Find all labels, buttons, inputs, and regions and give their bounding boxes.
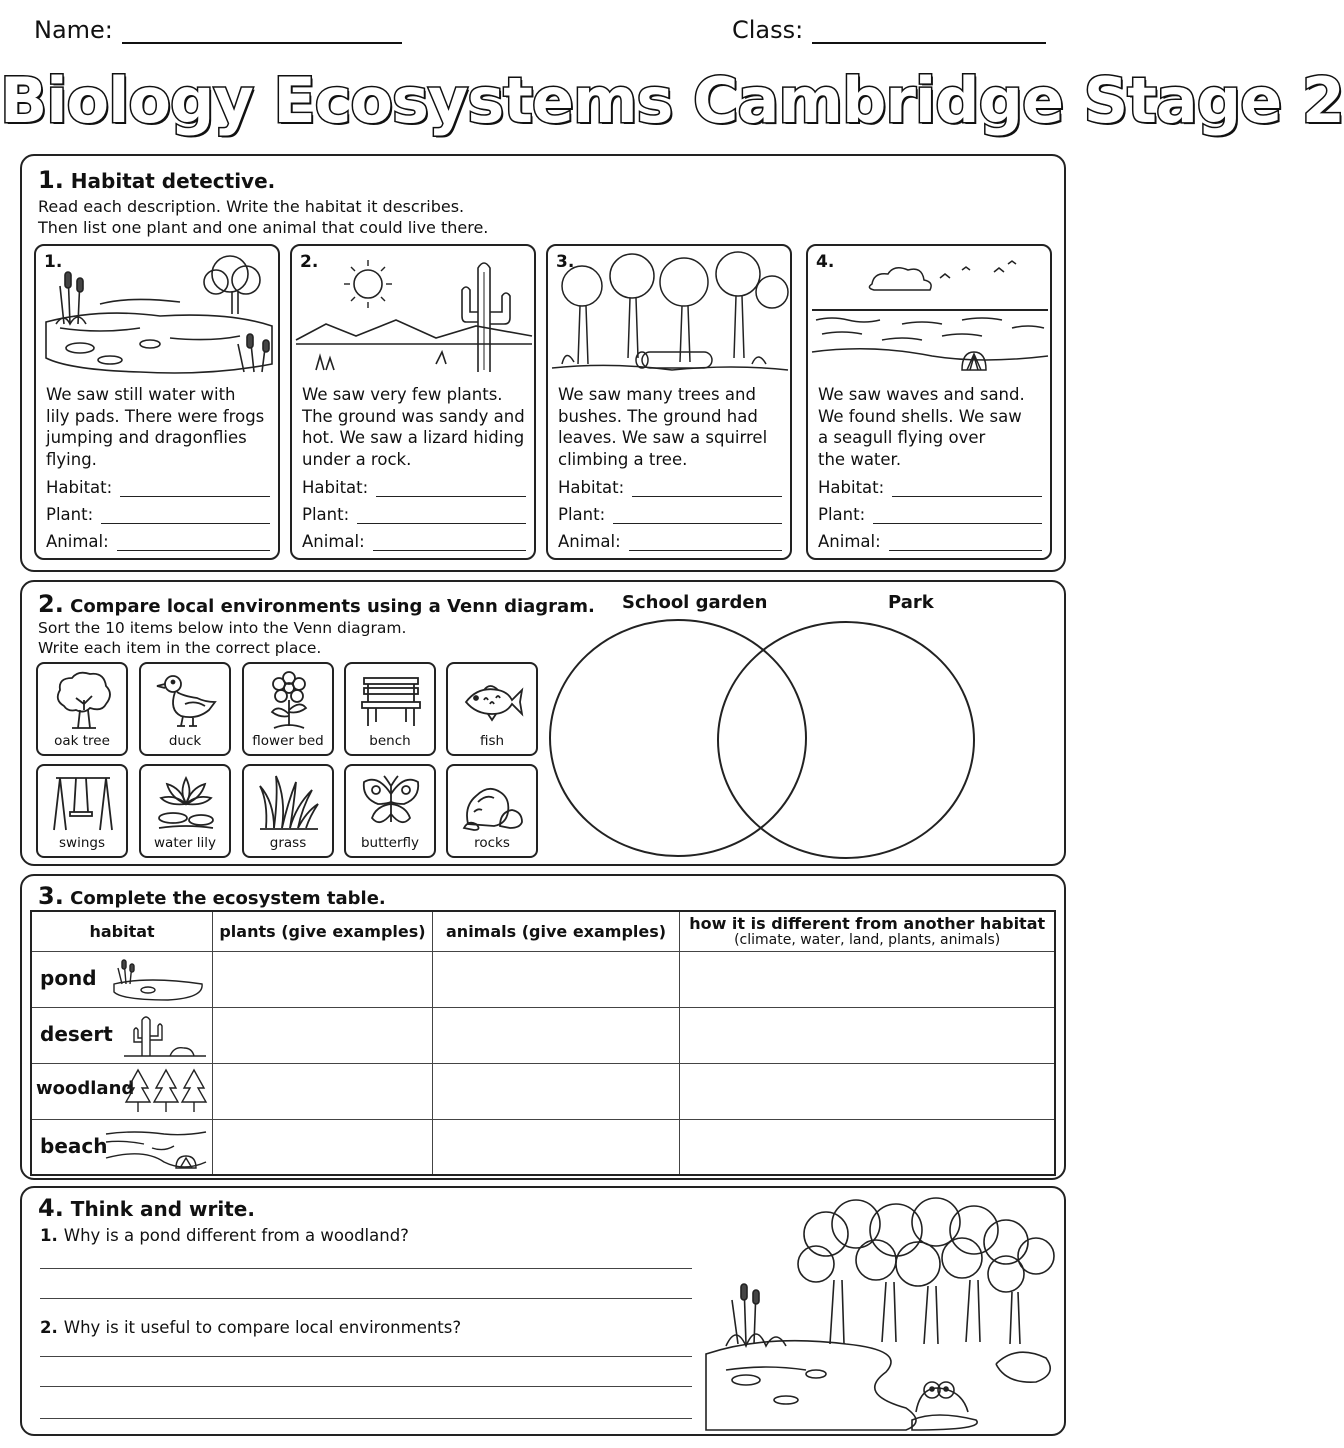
sort-item-bench[interactable] (344, 662, 436, 756)
difference-answer-cell[interactable] (680, 951, 1055, 1007)
card-description-line: leaves. We saw a squirrel (558, 428, 768, 447)
table-row (31, 1063, 1055, 1119)
habitat-field[interactable] (302, 478, 526, 497)
row-habitat-name: woodland (36, 1078, 135, 1099)
section2-heading (38, 590, 595, 618)
desert-icon (122, 1010, 208, 1060)
column-header-animals: animals (give examples) (432, 911, 680, 951)
column-header-difference (680, 911, 1055, 951)
answer-line[interactable] (40, 1268, 692, 1269)
class-label: Class: (732, 16, 804, 44)
sort-item-butterfly[interactable] (344, 764, 436, 858)
plant-label: Plant: (818, 505, 866, 524)
section4-title: Think and write. (70, 1197, 255, 1221)
question-number: 1. (40, 1226, 58, 1245)
ecosystem-table (30, 910, 1056, 1176)
butterfly-icon (358, 772, 424, 834)
section2-instruction-line: Sort the 10 items below into the Venn diagram. (38, 619, 407, 637)
row-habitat-name: pond (40, 966, 97, 990)
pond-woodland-illustration (706, 1194, 1062, 1432)
table-row (31, 1119, 1055, 1175)
oak-tree-icon (50, 670, 116, 732)
answer-line[interactable] (120, 483, 270, 497)
habitat-field[interactable] (46, 478, 270, 497)
animals-answer-cell[interactable] (432, 1063, 680, 1119)
answer-line[interactable] (873, 510, 1042, 524)
card-description-line: flying. (46, 449, 97, 469)
card-description-line: under a rock. (302, 449, 412, 469)
animal-label: Animal: (558, 532, 621, 551)
card-description (558, 384, 788, 470)
animal-label: Animal: (818, 532, 881, 551)
answer-line[interactable] (117, 537, 270, 551)
rocks-icon (460, 772, 526, 834)
section1-instruction-line: Read each description. Write the habitat it describes. (38, 197, 465, 216)
difference-answer-cell[interactable] (680, 1063, 1055, 1119)
animals-answer-cell[interactable] (432, 1007, 680, 1063)
animal-field[interactable] (302, 532, 526, 551)
column-header-habitat: habitat (31, 911, 213, 951)
section-habitat-detective (20, 154, 1066, 572)
section1-instruction-line: Then list one plant and one animal that could live there. (38, 218, 489, 237)
plants-answer-cell[interactable] (213, 951, 433, 1007)
card-description-line: We saw very few plants. (302, 385, 503, 404)
sort-item-water-lily[interactable] (139, 764, 231, 858)
sort-item-rocks[interactable] (446, 764, 538, 858)
section-venn-diagram (20, 580, 1066, 866)
sort-item-label: butterfly (360, 835, 420, 851)
animal-field[interactable] (558, 532, 782, 551)
sort-item-duck[interactable] (139, 662, 231, 756)
question-text: Why is it useful to compare local environments? (63, 1318, 462, 1337)
section1-instructions (38, 196, 488, 238)
table-row (31, 951, 1055, 1007)
name-label: Name: (34, 16, 113, 44)
sort-item-label: swings (59, 835, 105, 851)
animals-answer-cell[interactable] (432, 1119, 680, 1175)
habitat-label: Habitat: (302, 478, 369, 497)
row-habitat-cell (31, 1119, 213, 1175)
card-description (46, 384, 276, 470)
sort-item-grass[interactable] (242, 764, 334, 858)
venn-left-label: School garden (622, 592, 768, 613)
sort-item-label: rocks (474, 835, 510, 851)
flower-icon (256, 670, 322, 732)
sort-item-label: oak tree (54, 733, 110, 749)
habitat-card-3 (546, 244, 792, 560)
answer-line[interactable] (376, 483, 526, 497)
section1-number: 1. (38, 166, 64, 194)
section2-instruction-line: Write each item in the correct place. (38, 639, 322, 657)
answer-line[interactable] (892, 483, 1042, 497)
swings-icon (50, 772, 116, 834)
answer-line[interactable] (373, 537, 526, 551)
question-2 (40, 1318, 461, 1337)
habitat-card-1 (34, 244, 280, 560)
card-description-line: The ground was sandy and (302, 406, 525, 426)
habitat-label: Habitat: (818, 478, 885, 497)
name-field[interactable] (122, 42, 402, 44)
section3-title: Complete the ecosystem table. (70, 888, 386, 909)
card-number: 2. (300, 252, 319, 272)
class-field[interactable] (812, 42, 1046, 44)
sort-item-label: flower bed (252, 733, 324, 749)
sort-item-fish[interactable] (446, 662, 538, 756)
card-description-line: We saw many trees and (558, 385, 756, 404)
card-description-line: We found shells. We saw (818, 406, 1022, 426)
habitat-label: Habitat: (46, 478, 113, 497)
section3-number: 3. (38, 882, 64, 910)
difference-answer-cell[interactable] (680, 1007, 1055, 1063)
grass-icon (256, 772, 322, 834)
row-habitat-name: beach (40, 1133, 108, 1158)
card-number: 1. (44, 252, 63, 272)
plants-answer-cell[interactable] (213, 1007, 433, 1063)
plants-answer-cell[interactable] (213, 1119, 433, 1175)
fish-icon (460, 670, 526, 732)
card-description-line: We saw waves and sand. (818, 385, 1025, 404)
page-title: Biology Ecosystems Cambridge Stage 2 (0, 64, 1344, 137)
sort-item-flower-bed[interactable] (242, 662, 334, 756)
column-header-difference-title: how it is different from another habitat (689, 914, 1046, 934)
beach-scene-icon (812, 252, 1048, 378)
venn-circle-park[interactable] (718, 622, 974, 858)
answer-line[interactable] (357, 510, 526, 524)
animals-answer-cell[interactable] (432, 951, 680, 1007)
woodland-scene-icon (552, 252, 788, 378)
sort-item-label: duck (168, 733, 202, 749)
animal-label: Animal: (46, 532, 109, 551)
animal-field[interactable] (818, 532, 1042, 551)
row-habitat-cell (31, 1007, 213, 1063)
habitat-field[interactable] (818, 478, 1042, 497)
animal-label: Animal: (302, 532, 365, 551)
difference-answer-cell[interactable] (680, 1119, 1055, 1175)
card-number: 3. (556, 252, 575, 272)
section4-heading (38, 1194, 255, 1222)
section1-title: Habitat detective. (70, 169, 276, 193)
column-header-difference-subtitle: (climate, water, land, plants, animals) (734, 932, 1001, 949)
plant-label: Plant: (302, 505, 350, 524)
answer-line[interactable] (40, 1356, 692, 1357)
question-1 (40, 1226, 409, 1245)
beach-icon (104, 1122, 208, 1172)
habitat-card-2 (290, 244, 536, 560)
plant-field[interactable] (558, 505, 782, 524)
answer-line[interactable] (613, 510, 782, 524)
sort-item-label: water lily (154, 835, 216, 851)
question-number: 2. (40, 1318, 58, 1337)
answer-line[interactable] (40, 1386, 692, 1387)
plant-field[interactable] (818, 505, 1042, 524)
section2-instructions (38, 618, 406, 658)
card-description (818, 384, 1048, 470)
section2-title: Compare local environments using a Venn diagram. (70, 596, 595, 617)
row-habitat-cell (31, 951, 213, 1007)
card-description-line: climbing a tree. (558, 449, 688, 469)
row-habitat-cell (31, 1063, 213, 1119)
answer-line[interactable] (632, 483, 782, 497)
bench-icon (358, 670, 424, 732)
row-habitat-name: desert (40, 1022, 113, 1046)
animal-field[interactable] (46, 532, 270, 551)
section-ecosystem-table (20, 874, 1066, 1180)
sort-item-swings[interactable] (36, 764, 128, 858)
habitat-field[interactable] (558, 478, 782, 497)
section4-number: 4. (38, 1194, 64, 1222)
sort-item-label: bench (369, 733, 411, 749)
table-row (31, 1007, 1055, 1063)
plants-answer-cell[interactable] (213, 1063, 433, 1119)
plant-field[interactable] (302, 505, 526, 524)
water-lily-icon (153, 772, 219, 834)
venn-diagram[interactable] (546, 616, 986, 862)
plant-field[interactable] (46, 505, 270, 524)
habitat-label: Habitat: (558, 478, 625, 497)
card-description-line: the water. (818, 449, 902, 469)
card-description-line: lily pads. There were frogs (46, 406, 265, 426)
section-think-and-write (20, 1186, 1066, 1436)
section1-heading (38, 166, 275, 194)
duck-icon (153, 670, 219, 732)
card-description-line: We saw still water with (46, 385, 236, 404)
sort-item-label: fish (479, 733, 505, 749)
answer-line[interactable] (101, 510, 270, 524)
column-header-plants: plants (give examples) (213, 911, 433, 951)
card-description-line: a seagull flying over (818, 428, 986, 447)
answer-line[interactable] (40, 1298, 692, 1299)
sort-item-oak-tree[interactable] (36, 662, 128, 756)
desert-scene-icon (296, 252, 532, 378)
habitat-card-4 (806, 244, 1052, 560)
table-header-row (31, 911, 1055, 951)
plant-label: Plant: (558, 505, 606, 524)
card-description (302, 384, 532, 470)
card-description-line: jumping and dragonflies (46, 428, 247, 447)
card-description-line: bushes. The ground had (558, 406, 758, 426)
header-row (34, 14, 1046, 50)
plant-label: Plant: (46, 505, 94, 524)
card-description-line: hot. We saw a lizard hiding (302, 428, 525, 447)
woodland-icon (124, 1066, 208, 1116)
venn-right-label: Park (888, 592, 934, 613)
sort-item-label: grass (269, 835, 307, 851)
venn-circle-school-garden[interactable] (550, 620, 806, 856)
answer-line[interactable] (40, 1418, 692, 1419)
pond-icon (108, 954, 208, 1004)
section3-heading (38, 882, 386, 910)
section2-number: 2. (38, 590, 64, 618)
answer-line[interactable] (629, 537, 782, 551)
question-text: Why is a pond different from a woodland? (63, 1226, 409, 1245)
answer-line[interactable] (889, 537, 1042, 551)
pond-scene-icon (40, 252, 276, 378)
card-number: 4. (816, 252, 835, 272)
